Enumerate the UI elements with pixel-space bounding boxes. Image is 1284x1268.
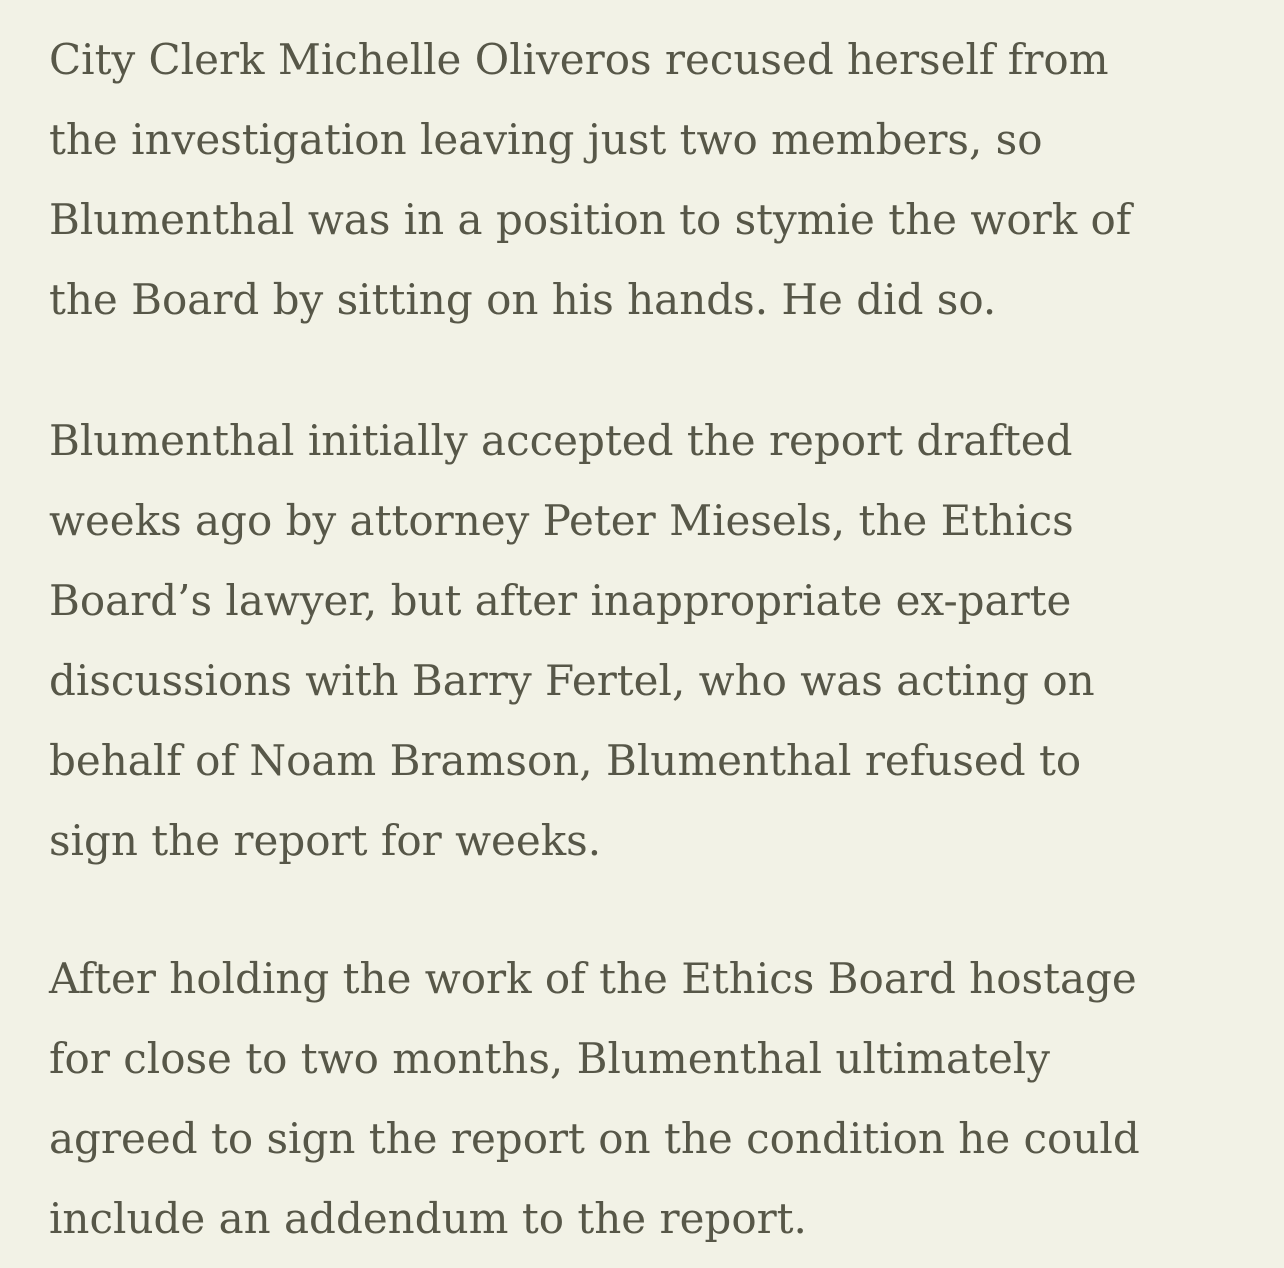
paragraph-line: After holding the work of the Ethics Board hostage [49, 954, 1137, 1003]
article-paragraph-2 [49, 401, 1284, 881]
paragraph-line: City Clerk Michelle Oliveros recused herself from [49, 35, 1109, 84]
paragraph-line: behalf of Noam Bramson, Blumenthal refused to [49, 736, 1082, 785]
paragraph-line: for close to two months, Blumenthal ultimately [49, 1034, 1050, 1083]
paragraph-line: Board’s lawyer, but after inappropriate ex-parte [49, 576, 1072, 625]
paragraph-spacing [49, 881, 1284, 939]
paragraph-line: include an addendum to the report. [49, 1194, 807, 1243]
paragraph-line: the investigation leaving just two members, so [49, 115, 1043, 164]
article-paragraph-1 [49, 20, 1284, 340]
paragraph-line: the Board by sitting on his hands. He did so. [49, 275, 997, 324]
paragraph-line: discussions with Barry Fertel, who was acting on [49, 656, 1095, 705]
paragraph-line: agreed to sign the report on the condition he could [49, 1114, 1140, 1163]
paragraph-line: Blumenthal was in a position to stymie the work of [49, 195, 1132, 244]
paragraph-spacing [49, 340, 1284, 401]
paragraph-line: Blumenthal initially accepted the report drafted [49, 416, 1073, 465]
article-paragraph-3 [49, 939, 1284, 1259]
paragraph-line: weeks ago by attorney Peter Miesels, the Ethics [49, 496, 1074, 545]
paragraph-line: sign the report for weeks. [49, 816, 602, 865]
